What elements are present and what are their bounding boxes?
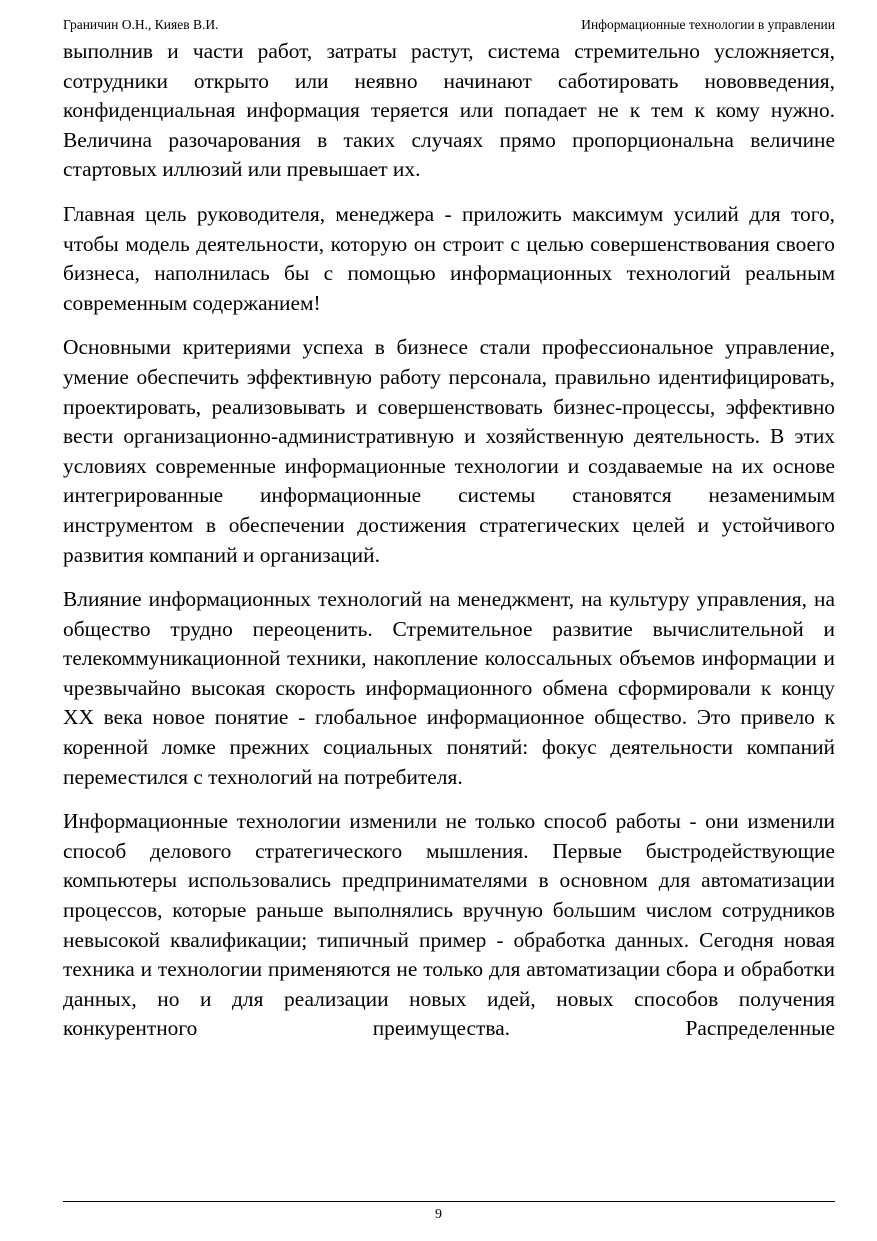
paragraph: Основными критериями успеха в бизнесе стали профессиональное управление, умение обеспечить эффективную работу персонала, правильно идентифицировать, проектировать, реализовывать и совершенствовать бизнес-процессы, эффективно вести организационно-административную и хозяйственную деятельность. В этих условиях современные информационные технологии и создаваемые на их основе интегрированные информационные системы становятся незаменимым инструментом в обеспечении достижения стратегических целей и устойчивого развития компаний и организаций. [63, 335, 835, 567]
body-text [63, 37, 835, 1044]
paragraph: выполнив и части работ, затраты растут, система стремительно усложняется, сотрудники открыто или неявно начинают саботировать нововведения, конфиденциальная информация теряется или попадает не к тем к кому нужно. Величина разочарования в таких случаях прямо пропорциональна величине стартовых иллюзий или превышает их. [63, 39, 835, 182]
page-number: 9 [435, 1207, 442, 1222]
running-header [63, 15, 835, 35]
paragraph: Информационные технологии изменили не только способ работы - они изменили способ делового стратегического мышления. Первые быстродействующие компьютеры использовались предпринимателями в основном для автоматизации процессов, которые раньше выполнялись вручную большим числом сотрудников невысокой квалификации; типичный пример - обработка данных. Сегодня новая техника и технологии применяются не только для автоматизации сбора и обработки данных, но и для реализации новых идей, новых способов получения конкурентного преимущества. Распределенные [63, 809, 835, 1041]
header-authors: Граничин О.Н., Кияев В.И. [63, 17, 219, 32]
header-book-title: Информационные технологии в управлении [581, 17, 835, 32]
footer-divider [63, 1201, 835, 1202]
paragraph: Влияние информационных технологий на менеджмент, на культуру управления, на общество трудно переоценить. Стремительное развитие вычислительной и телекоммуникационной техники, накопление колоссальных объемов информации и чрезвычайно высокая скорость информационного обмена сформировали к концу XX века новое понятие - глобальное информационное общество. Это привело к коренной ломке прежних социальных понятий: фокус деятельности компаний переместился с технологий на потребителя. [63, 587, 835, 789]
paragraph: Главная цель руководителя, менеджера - приложить максимум усилий для того, чтобы модель деятельности, которую он строит с целью совершенствования своего бизнеса, наполнилась бы с помощью информационных технологий реальным современным содержанием! [63, 201, 835, 315]
